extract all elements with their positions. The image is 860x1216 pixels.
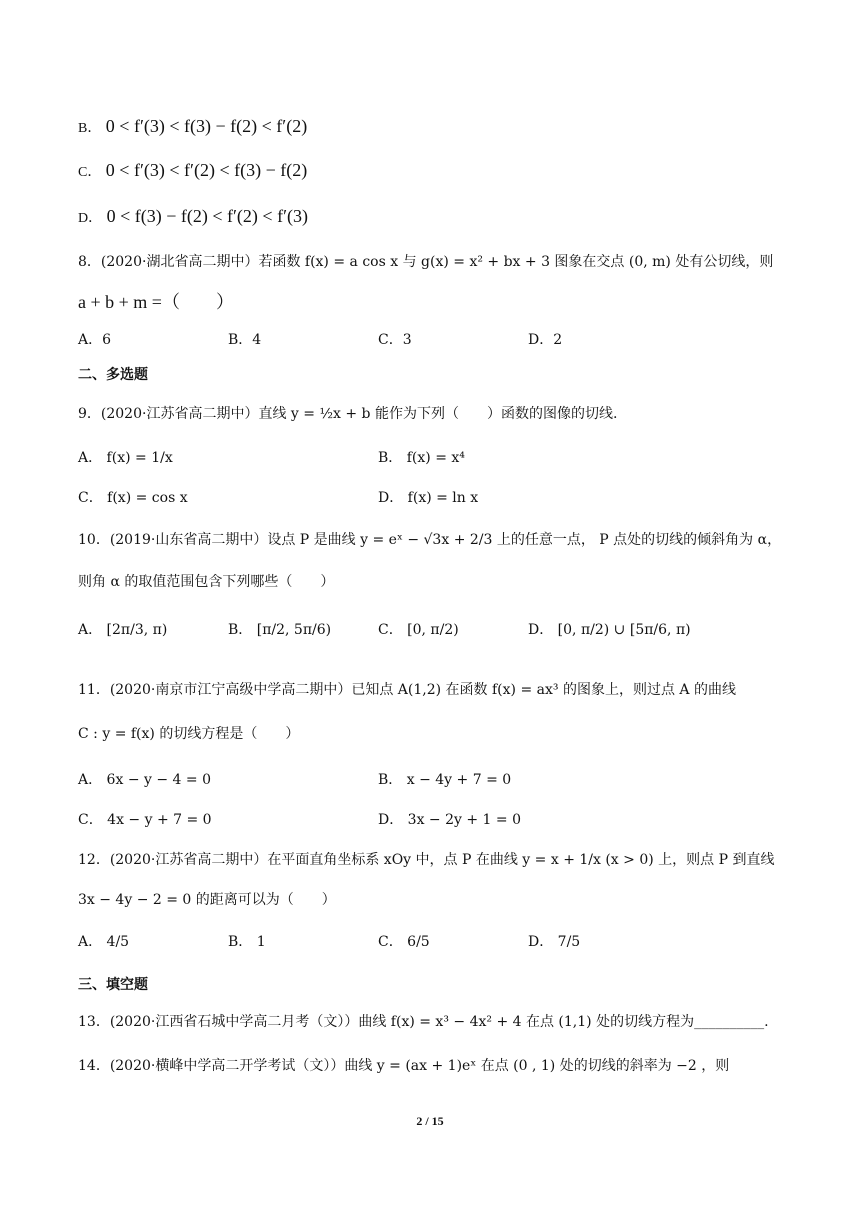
q7-option-c xyxy=(78,160,307,183)
q7-option-d xyxy=(78,206,308,229)
q12-stem-line2: 3x − 4y − 2 = 0 的距离可以为（ ） xyxy=(78,892,336,908)
option-label: C． xyxy=(78,165,102,180)
q9-option-d: D． f(x) = ln x xyxy=(378,490,479,506)
q12-option-c: C． 6/5 xyxy=(378,934,430,950)
q12-option-d: D． 7/5 xyxy=(528,934,581,950)
q11-option-a: A． 6x − y − 4 = 0 xyxy=(78,772,211,788)
q14-stem: 14．(2020·横峰中学高二开学考试（文））曲线 y = (ax + 1)eˣ 在点 (0 , 1) 处的切线的斜率为 −2 ，则 xyxy=(78,1058,730,1074)
q8-option-d: D．2 xyxy=(528,332,563,348)
q9-option-a: A． f(x) = 1/x xyxy=(78,450,173,466)
q12-options xyxy=(78,932,778,962)
option-label: D． xyxy=(78,211,103,226)
q10-option-a: A． [2π/3, π) xyxy=(78,622,168,638)
q13-stem: 13．(2020·江西省石城中学高二月考（文））曲线 f(x) = x³ − 4x² + 4 在点 (1,1) 处的切线方程为__________. xyxy=(78,1014,769,1030)
q11-option-c: C． 4x − y + 7 = 0 xyxy=(78,812,212,828)
option-text: 0 < f′(3) < f′(2) < f(3) − f(2) xyxy=(105,160,308,180)
q8-option-b: B．4 xyxy=(228,332,262,348)
q10-option-d: D． [0, π/2) ∪ [5π/6, π) xyxy=(528,622,691,638)
q8-stem-line2: a + b + m =（ ） xyxy=(78,292,234,312)
q9-stem: 9．(2020·江苏省高二期中）直线 y = ½x + b 能作为下列（ ）函数的图像的切线. xyxy=(78,406,618,422)
q9-option-b: B． f(x) = x⁴ xyxy=(378,450,465,466)
q12-option-b: B． 1 xyxy=(228,934,266,950)
q11-options-row2 xyxy=(78,810,778,840)
option-text: 0 < f′(3) < f(3) − f(2) < f′(2) xyxy=(105,116,308,136)
page-number: 2 / 15 xyxy=(416,1114,444,1128)
q7-option-b xyxy=(78,116,307,139)
q10-stem-line1: 10．(2019·山东省高二期中）设点 P 是曲线 y = eˣ − √3x + 2/3 上的任意一点， P 点处的切线的倾斜角为 α， xyxy=(78,532,782,548)
q8-option-c: C．3 xyxy=(378,332,412,348)
q10-stem-line2: 则角 α 的取值范围包含下列哪些（ ） xyxy=(78,574,335,590)
q10-options xyxy=(78,620,778,650)
q10-option-c: C． [0, π/2) xyxy=(378,622,459,638)
q11-option-d: D． 3x − 2y + 1 = 0 xyxy=(378,812,522,828)
q10-option-b: B． [π/2, 5π/6) xyxy=(228,622,332,638)
option-label: B． xyxy=(78,121,102,136)
q8-stem-line1: 8．(2020·湖北省高二期中）若函数 f(x) = a cos x 与 g(x) = x² + bx + 3 图象在交点 (0, m) 处有公切线，则 xyxy=(78,254,774,270)
q12-stem-line1: 12．(2020·江苏省高二期中）在平面直角坐标系 xOy 中，点 P 在曲线 y = x + 1/x (x > 0) 上，则点 P 到直线 xyxy=(78,852,775,868)
q9-option-c: C． f(x) = cos x xyxy=(78,490,188,506)
section-heading-multiple-choice: 二、多选题 xyxy=(78,367,148,383)
q11-stem-line2: C : y = f(x) 的切线方程是（ ） xyxy=(78,726,300,742)
option-text: 0 < f(3) − f(2) < f′(2) < f′(3) xyxy=(106,206,308,226)
q11-options-row1 xyxy=(78,770,778,800)
q9-options-row1 xyxy=(78,448,778,478)
q11-option-b: B． x − 4y + 7 = 0 xyxy=(378,772,512,788)
q8-options xyxy=(78,330,778,360)
q12-option-a: A． 4/5 xyxy=(78,934,130,950)
q11-stem-line1: 11．(2020·南京市江宁高级中学高二期中）已知点 A(1,2) 在函数 f(x) = ax³ 的图象上，则过点 A 的曲线 xyxy=(78,682,736,698)
section-heading-fill-in: 三、填空题 xyxy=(78,977,148,993)
q9-options-row2 xyxy=(78,488,778,518)
q8-option-a: A．6 xyxy=(78,332,112,348)
